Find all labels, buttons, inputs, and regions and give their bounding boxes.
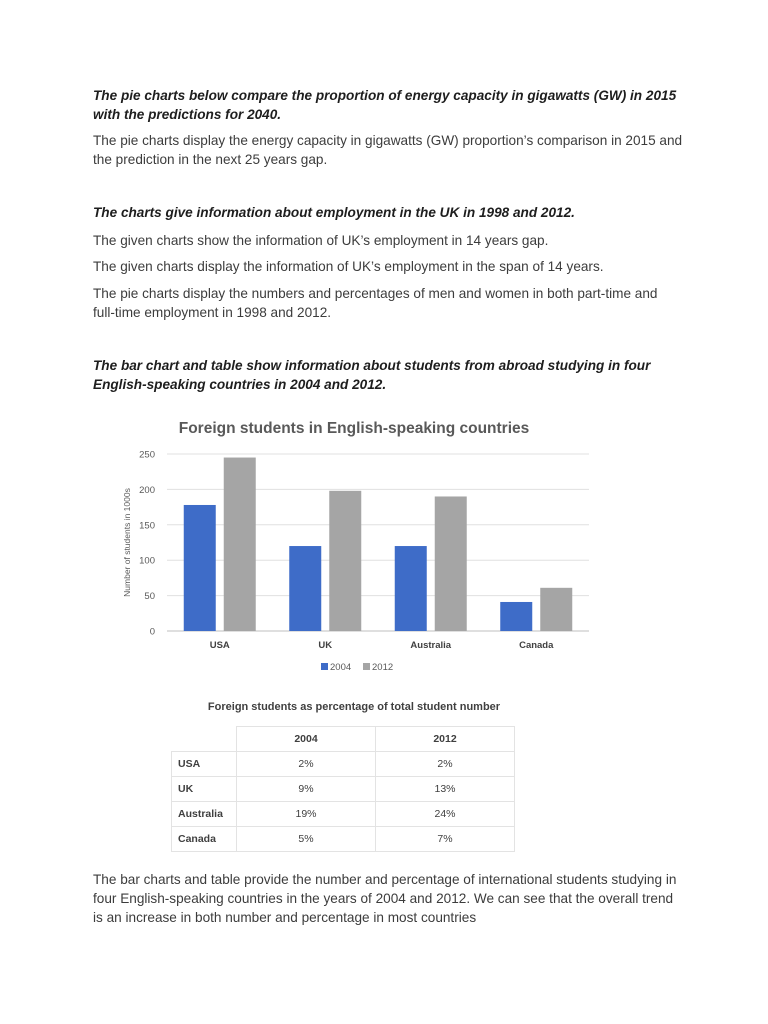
table-cell: 19% <box>237 802 376 827</box>
y-axis-label: Number of students in 1000s <box>122 488 132 597</box>
bar-canada-2012 <box>540 588 572 631</box>
table-cell: 13% <box>376 777 515 802</box>
section2-heading: The charts give information about employment in the UK in 1998 and 2012. <box>93 205 575 220</box>
table-cell: 24% <box>376 802 515 827</box>
legend-swatch-2012 <box>363 663 370 670</box>
section1-paragraph: The pie charts display the energy capacity in gigawatts (GW) proportion’s comparison in 2015 and the prediction in the next 25 years gap. <box>93 133 683 167</box>
x-tick-label: Australia <box>410 640 452 651</box>
table-corner-cell <box>172 727 237 752</box>
legend-label: 2004 <box>330 662 352 673</box>
chart-title: Foreign students in English-speaking countries <box>178 420 530 437</box>
table-row <box>172 752 515 777</box>
y-tick-label: 50 <box>144 591 155 603</box>
bar-uk-2012 <box>329 491 361 631</box>
y-tick-label: 100 <box>139 555 155 567</box>
table-cell: 2% <box>237 752 376 777</box>
y-tick-label: 0 <box>149 626 155 638</box>
section2-paragraph-2: The given charts display the information of UK’s employment in the span of 14 years. <box>93 259 604 274</box>
bar-canada-2004 <box>500 602 532 631</box>
table-cell: 5% <box>237 827 376 852</box>
section3-conclusion: The bar charts and table provide the number and percentage of international students studying in four English-speaking countries in the years of 2004 and 2012. We can see that the overall trend is an increase in both number and percentage in most countries <box>93 872 677 925</box>
y-tick-label: 250 <box>139 449 155 461</box>
legend-swatch-2004 <box>321 663 328 670</box>
table-header-row <box>172 727 515 752</box>
x-tick-label: USA <box>209 640 230 651</box>
bar-usa-2012 <box>224 458 256 631</box>
section3-heading: The bar chart and table show information about students from abroad studying in four English-speaking countries in 2004 and 2012. <box>93 358 651 392</box>
section2-paragraph-1: The given charts show the information of UK’s employment in 14 years gap. <box>93 233 549 248</box>
percentage-table <box>171 726 515 852</box>
table-row <box>172 827 515 852</box>
table-cell: 9% <box>237 777 376 802</box>
table-cell: 2% <box>376 752 515 777</box>
bar-chart <box>115 440 595 680</box>
table-row <box>172 802 515 827</box>
table-row-label: Canada <box>172 827 237 852</box>
table-row <box>172 777 515 802</box>
table-row-label: USA <box>172 752 237 777</box>
table-row-label: UK <box>172 777 237 802</box>
table-cell: 7% <box>376 827 515 852</box>
legend-label: 2012 <box>372 662 394 673</box>
y-tick-label: 200 <box>139 484 155 496</box>
table-row-label: Australia <box>172 802 237 827</box>
bar-uk-2004 <box>289 546 321 631</box>
bar-australia-2012 <box>435 496 467 631</box>
bar-usa-2004 <box>184 505 216 631</box>
x-tick-label: Canada <box>519 640 554 651</box>
y-tick-label: 150 <box>139 520 155 532</box>
bar-australia-2004 <box>395 546 427 631</box>
table-col-header: 2004 <box>237 727 376 752</box>
x-tick-label: UK <box>318 640 333 651</box>
section1-heading: The pie charts below compare the proportion of energy capacity in gigawatts (GW) in 2015 with the predictions for 2040. <box>93 88 677 122</box>
table-col-header: 2012 <box>376 727 515 752</box>
section2-paragraph-3: The pie charts display the numbers and percentages of men and women in both part-time and full-time employment in 1998 and 2012. <box>93 286 658 320</box>
table-title: Foreign students as percentage of total student number <box>207 701 501 713</box>
